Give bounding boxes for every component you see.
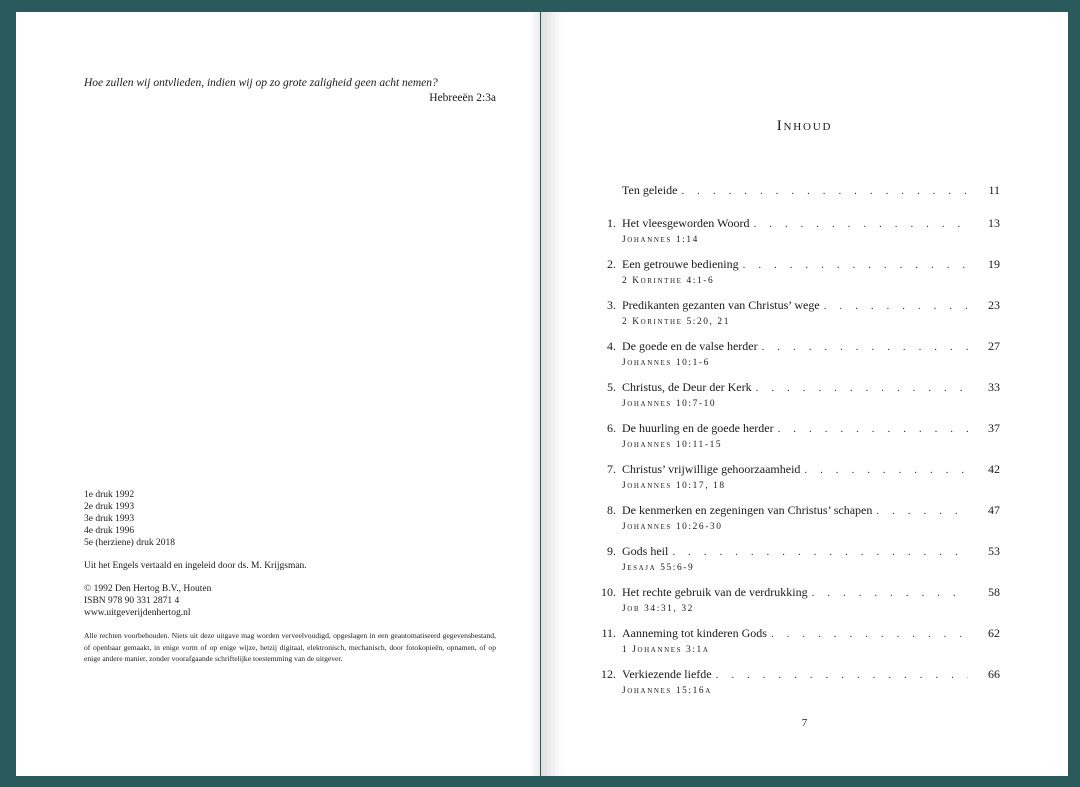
toc-entry-line [593, 216, 1000, 232]
toc-entry-title: Ten geleide [622, 183, 678, 197]
toc-entry-title: Aanneming tot kinderen Gods [622, 626, 767, 640]
edition-line: 4e druk 1996 [84, 526, 135, 536]
motto-reference: Hebreeën 2:3a [429, 92, 496, 104]
toc-entry-title: De huurling en de goede herder [622, 421, 774, 435]
dot-leader [753, 218, 968, 230]
gutter-shadow-left [530, 12, 540, 776]
toc-entry-scripture-reference: 2 Korinthe 4:1-6 [622, 276, 715, 286]
toc-entry-page: 37 [988, 421, 1000, 435]
toc-entry-line [593, 503, 1000, 519]
dot-leader [756, 382, 968, 394]
toc-entry-title: Het rechte gebruik van de verdrukking [622, 585, 808, 599]
dot-leader [804, 464, 968, 476]
toc-entry-page: 66 [988, 667, 1000, 681]
toc-entry [593, 421, 1000, 453]
toc-entry-line [593, 339, 1000, 355]
motto-text: Hoe zullen wij ontvlieden, indien wij op zo grote zaligheid geen acht nemen? [84, 77, 438, 89]
colophon [84, 489, 496, 665]
toc-entry-number: 10. [601, 585, 616, 599]
isbn-line: ISBN 978 90 331 2871 4 [84, 596, 180, 606]
toc-entry-title: Predikanten gezanten van Christus’ wege [622, 298, 820, 312]
copyright-line: © 1992 Den Hertog B.V., Houten [84, 584, 212, 594]
toc-entry-number: 12. [601, 667, 616, 681]
dot-leader [672, 546, 968, 558]
toc-entry-number: 5. [607, 380, 616, 394]
dot-leader [824, 300, 968, 312]
toc-entry-number: 7. [607, 462, 616, 476]
toc-title: Inhoud [776, 118, 833, 134]
toc-entry [593, 503, 1000, 535]
left-page [16, 12, 540, 776]
toc-entry-line [593, 462, 1000, 478]
toc-entry-title: Een getrouwe bediening [622, 257, 739, 271]
website-line: www.uitgeverijdenhertog.nl [84, 608, 191, 618]
toc-entry-line [593, 544, 1000, 560]
toc-entry-line [593, 257, 1000, 273]
toc-entry-title: Het vleesgeworden Woord [622, 216, 750, 230]
dot-leader [762, 341, 968, 353]
right-page [541, 12, 1068, 776]
dot-leader [812, 587, 968, 599]
toc-entry-scripture-reference: Johannes 10:17, 18 [622, 481, 726, 491]
toc-entry-scripture-reference: 2 Korinthe 5:20, 21 [622, 317, 730, 327]
page-number: 7 [801, 717, 808, 729]
dot-leader [681, 185, 968, 197]
toc-entry-number: 3. [607, 298, 616, 312]
toc-entry-scripture-reference: Johannes 10:7-10 [622, 399, 717, 409]
toc-entry-line [593, 298, 1000, 314]
edition-line: 1e druk 1992 [84, 490, 135, 500]
toc-entry-scripture-reference: Johannes 10:26-30 [622, 522, 723, 532]
toc-entry [593, 257, 1000, 289]
toc-entry-number: 2. [607, 257, 616, 271]
toc-entry-number: 1. [607, 216, 616, 230]
toc-entry-page: 33 [988, 380, 1000, 394]
toc-entry-page: 13 [988, 216, 1000, 230]
toc-entry-page: 47 [988, 503, 1000, 517]
toc-entry-page: 11 [988, 183, 1000, 197]
toc-entry [593, 544, 1000, 576]
toc-entry-line [593, 585, 1000, 601]
toc-entry-scripture-reference: Jesaja 55:6-9 [622, 563, 695, 573]
toc-entry [593, 183, 1000, 199]
toc-entry-line [593, 626, 1000, 642]
toc-entry-line [593, 421, 1000, 437]
toc-entry-line [593, 667, 1000, 683]
toc-entry-scripture-reference: Johannes 1:14 [622, 235, 699, 245]
toc-entry-page: 53 [988, 544, 1000, 558]
toc-entry-scripture-reference: 1 Johannes 3:1a [622, 645, 710, 655]
toc-entry-scripture-reference: Johannes 15:16a [622, 686, 712, 696]
toc-entry-title: Verkiezende liefde [622, 667, 712, 681]
edition-line: 3e druk 1993 [84, 514, 135, 524]
toc-entry-number: 8. [607, 503, 616, 517]
dot-leader [876, 505, 968, 517]
toc-entry-scripture-reference: Johannes 10:11-15 [622, 440, 723, 450]
dot-leader [743, 259, 968, 271]
edition-line: 2e druk 1993 [84, 502, 135, 512]
toc-entry-title: De kenmerken en zegeningen van Christus’ schapen [622, 503, 873, 517]
toc-entry-title: Gods heil [622, 544, 669, 558]
toc-entry [593, 216, 1000, 248]
toc-entry-line [593, 380, 1000, 396]
motto [84, 76, 496, 106]
toc-entry-page: 62 [988, 626, 1000, 640]
translation-note: Uit het Engels vertaald en ingeleid door ds. M. Krijgsman. [84, 561, 307, 571]
toc-entry [593, 667, 1000, 699]
toc-entry-title: Christus’ vrijwillige gehoorzaamheid [622, 462, 801, 476]
toc-entry-page: 27 [988, 339, 1000, 353]
toc-entry-page: 23 [988, 298, 1000, 312]
toc-entry-number: 11. [601, 626, 616, 640]
toc-entry [593, 585, 1000, 617]
toc-entry-scripture-reference: Johannes 10:1-6 [622, 358, 710, 368]
toc-entry [593, 339, 1000, 371]
table-of-contents [593, 183, 1000, 699]
toc-entry [593, 380, 1000, 412]
toc-entry-line [593, 183, 1000, 199]
toc-entry [593, 298, 1000, 330]
toc-entry [593, 626, 1000, 658]
toc-entry-scripture-reference: Job 34:31, 32 [622, 604, 694, 614]
toc-entry-number: 4. [607, 339, 616, 353]
dot-leader [716, 669, 968, 681]
toc-entry-number: 6. [607, 421, 616, 435]
toc-entry-number: 9. [607, 544, 616, 558]
dot-leader [778, 423, 968, 435]
toc-entry-title: Christus, de Deur der Kerk [622, 380, 752, 394]
toc-entry-page: 19 [988, 257, 1000, 271]
toc-entry-page: 42 [988, 462, 1000, 476]
dot-leader [771, 628, 968, 640]
edition-line: 5e (herziene) druk 2018 [84, 538, 176, 548]
rights-notice: Alle rechten voorbehouden. Niets uit deze uitgave mag worden verveelvoudigd, opgeslagen in een geautomatiseerd gegevensbestand, of openbaar gemaakt, in enige vorm of op enige wijze, hetzij digitaal, elektronisch, mechanisch, door fotokopieën, opnamen, of op enige andere manier, zonder voorafgaande schriftelijke toestemming van de uitgever. [84, 631, 496, 663]
toc-entry-title: De goede en de valse herder [622, 339, 758, 353]
toc-entry-page: 58 [988, 585, 1000, 599]
toc-entry [593, 462, 1000, 494]
